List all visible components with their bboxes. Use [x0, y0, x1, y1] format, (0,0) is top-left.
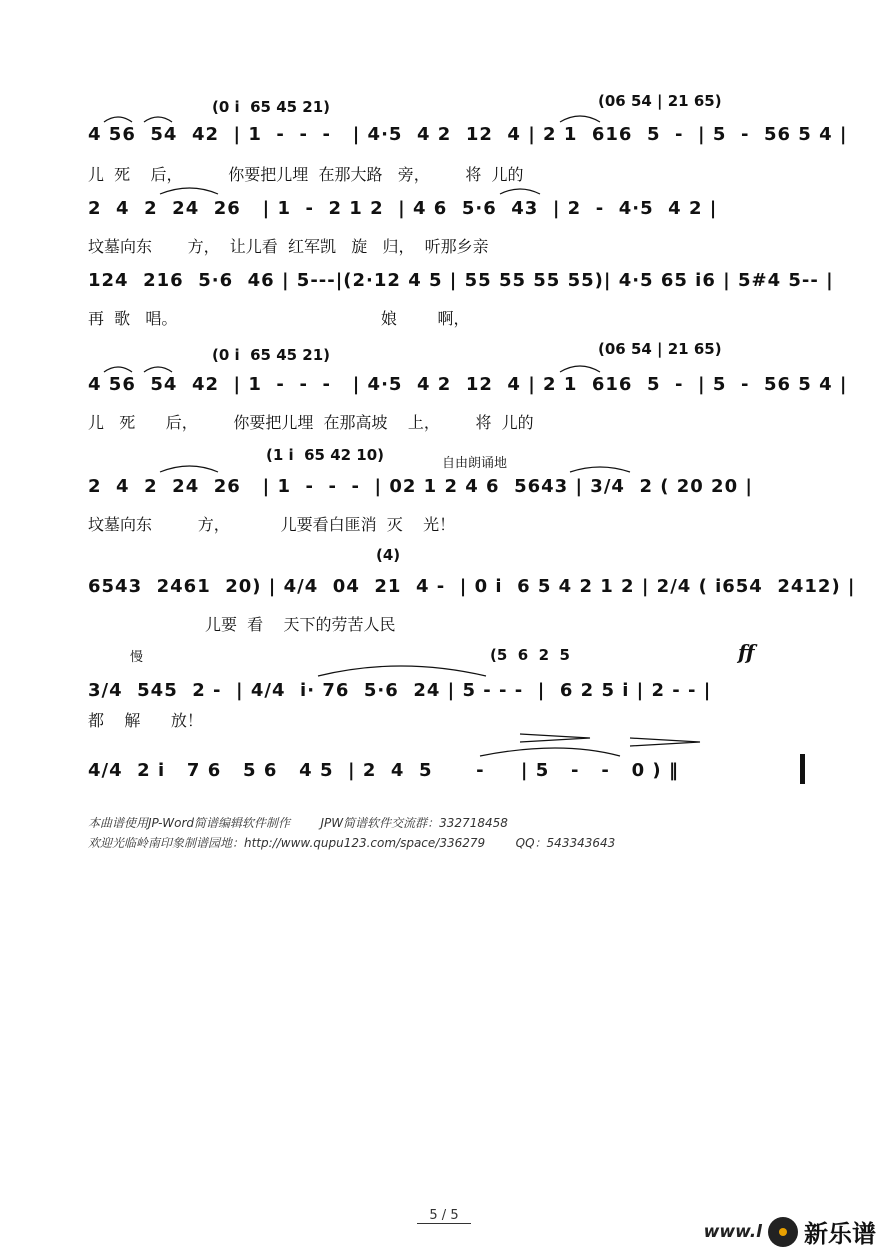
lyrics-line: 儿 死 后， 你要把儿埋 在那大路 旁， 将 儿的: [88, 165, 524, 184]
tempo-marking: 慢: [130, 650, 144, 665]
final-barline: [800, 754, 805, 784]
footer-website-line: 欢迎光临岭南印象制谱园地：http://www.qupu123.com/space/336279 QQ：543343643: [88, 836, 616, 850]
footer-credit-line: 本曲谱使用JP-Word简谱编辑软件制作 JPW简谱软件交流群：332718458: [88, 816, 508, 830]
accompaniment-figure: (06 54 | 21 65): [598, 340, 722, 358]
vinyl-disc-icon: [768, 1217, 798, 1247]
notation-line: 6543 2461 20) | 4/4 04 21 4 - | 0 i 6 5 4 2 1 2 | 2/4 ( i654 2412) |: [88, 576, 856, 597]
accompaniment-figure: (0 i 65 45 21): [212, 346, 331, 364]
dynamic-marking: ff: [738, 640, 755, 664]
accompaniment-figure: (1 i 65 42 10): [266, 446, 385, 464]
notation-line: 124 216 5·6 46 | 5---|(2·12 4 5 | 55 55 55 55)| 4·5 65 i6 | 5#4 5-- |: [88, 270, 834, 291]
lyrics-line: 都 解 放！: [88, 711, 203, 730]
lyrics-line: 坟墓向东 方， 儿要看白匪消 灭 光！: [88, 515, 456, 534]
lyrics-line: 坟墓向东 方， 让儿看 红军凯 旋 归， 听那乡亲: [88, 237, 489, 256]
notation-line: 3/4 545 2 - | 4/4 i· 76 5·6 24 | 5 - - - | 6 2 5 i | 2 - - |: [88, 680, 712, 701]
logo-url-text: www.l: [703, 1221, 762, 1242]
accompaniment-figure: (4): [376, 546, 401, 564]
accompaniment-figure: (5 6 2 5: [490, 646, 570, 664]
notation-line: 4 56 54 42 | 1 - - - | 4·5 4 2 12 4 | 2 1 616 5 - | 5 - 56 5 4 |: [88, 374, 848, 395]
page-number: 5 / 5: [0, 1208, 888, 1223]
accompaniment-figure: (0 i 65 45 21): [212, 98, 331, 116]
notation-line: 4 56 54 42 | 1 - - - | 4·5 4 2 12 4 | 2 1 616 5 - | 5 - 56 5 4 |: [88, 124, 848, 145]
accompaniment-figure: (06 54 | 21 65): [598, 92, 722, 110]
notation-line: 4/4 2 i 7 6 5 6 4 5 | 2 4 5 - | 5 - - 0 ) ‖: [88, 760, 679, 781]
expression-marking: 自由朗诵地: [442, 456, 508, 471]
lyrics-line: 再 歌 唱。 娘 啊，: [88, 309, 470, 328]
logo-brand-text: 新乐谱: [804, 1220, 876, 1248]
site-logo[interactable]: [704, 1214, 876, 1249]
notation-line: 2 4 2 24 26 | 1 - 2 1 2 | 4 6 5·6 43 | 2 - 4·5 4 2 |: [88, 198, 718, 219]
notation-line: 2 4 2 24 26 | 1 - - - | 02 1 2 4 6 5643 | 3/4 2 ( 20 20 |: [88, 476, 753, 497]
lyrics-line: 儿要 看 天下的劳苦人民: [88, 615, 396, 634]
lyrics-line: 儿 死 后， 你要把儿埋 在那高坡 上， 将 儿的: [88, 413, 534, 432]
